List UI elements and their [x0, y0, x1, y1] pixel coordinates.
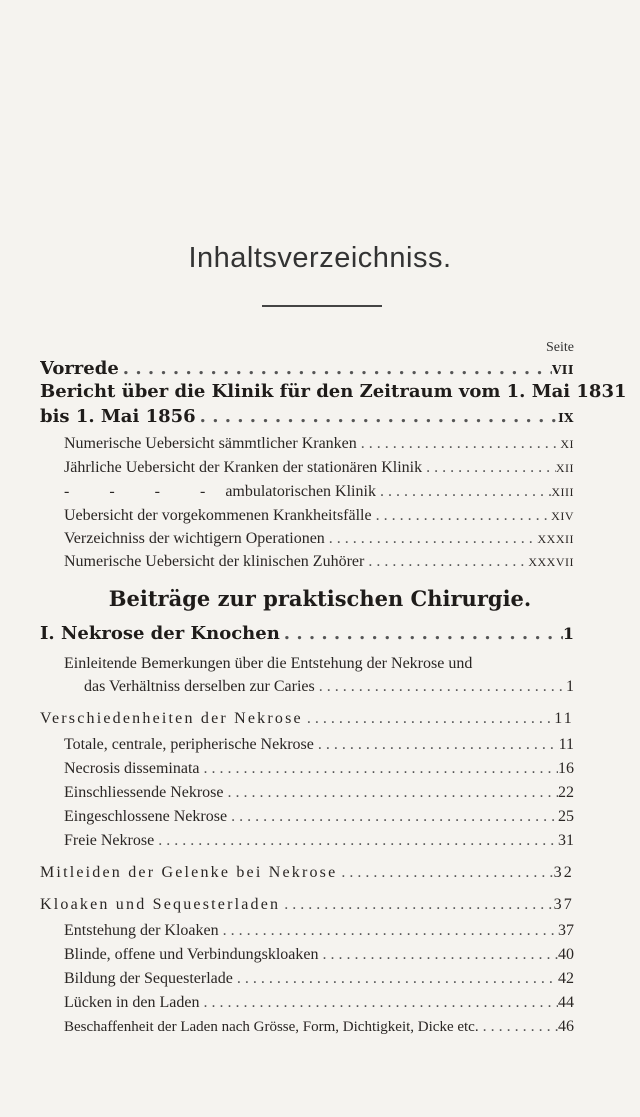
toc-entry-label: Numerische Uebersicht der klinischen Zuhörer — [64, 553, 365, 570]
toc-entry-bericht-line1: Bericht über die Klinik für den Zeitraum vom 1. Mai 1831 — [40, 381, 627, 402]
section-heading: Beiträge zur praktischen Chirurgie. — [108, 586, 532, 611]
toc-section — [40, 710, 574, 728]
toc-entry-page: XII — [555, 461, 574, 475]
leader-dots — [154, 832, 558, 850]
toc-entry-page: 31 — [558, 832, 574, 849]
toc-subentry — [64, 832, 574, 850]
toc-subentry — [64, 760, 574, 778]
toc-entry-page: XXXVII — [528, 555, 574, 569]
toc-subentry-line1: Einleitende Bemerkungen über die Entstehung der Nekrose und — [64, 655, 473, 672]
toc-subentry — [84, 678, 574, 696]
leader-dots — [280, 896, 553, 914]
leader-dots — [318, 946, 558, 964]
toc-entry-vorrede — [40, 358, 574, 379]
toc-entry-page: 11 — [558, 736, 574, 753]
toc-entry-label: Necrosis disseminata — [64, 760, 200, 777]
leader-dots — [479, 1018, 558, 1036]
toc-entry-label: Jährliche Uebersicht der Kranken der stationären Klinik — [64, 459, 423, 476]
toc-subentry — [64, 946, 574, 964]
toc-entry-label: Einschliessende Nekrose — [64, 784, 224, 801]
page-title: Inhaltsverzeichniss. — [188, 242, 452, 274]
toc-entry-label: Eingeschlossene Nekrose — [64, 808, 228, 825]
leader-dots — [196, 406, 558, 427]
toc-subentry — [64, 483, 574, 501]
toc-subentry — [64, 530, 574, 548]
toc-entry-page: 37 — [553, 896, 574, 913]
toc-subentry — [64, 922, 574, 940]
leader-dots — [422, 459, 556, 477]
toc-entry-page: 1 — [562, 624, 574, 643]
leader-dots — [357, 435, 561, 453]
leader-dots — [224, 784, 558, 802]
toc-subentry — [64, 784, 574, 802]
toc-entry-label: Mitleiden der Gelenke bei Nekrose — [40, 864, 338, 881]
toc-entry-label: Beschaffenheit der Laden nach Grösse, Form, Dichtigkeit, Dicke etc. — [64, 1019, 479, 1035]
page-column-label: Seite — [546, 340, 574, 355]
toc-entry-page: 25 — [558, 808, 574, 825]
toc-entry-page: 37 — [558, 922, 574, 939]
toc-entry-label: Kloaken und Sequesterladen — [40, 896, 281, 913]
toc-section — [40, 864, 574, 882]
toc-entry-label: - - - - ambulatorischen Klinik — [64, 483, 376, 500]
toc-entry-label: Vorrede — [40, 358, 119, 379]
toc-entry-label: Freie Nekrose — [64, 832, 155, 849]
toc-subentry — [64, 1018, 574, 1036]
toc-subentry — [64, 553, 574, 571]
leader-dots — [376, 483, 551, 501]
leader-dots — [280, 623, 563, 644]
toc-entry-page: 46 — [558, 1018, 574, 1035]
toc-entry-page: IX — [558, 411, 574, 425]
leader-dots — [227, 808, 558, 826]
toc-entry-label: Bildung der Sequesterlade — [64, 970, 233, 987]
leader-dots — [315, 678, 566, 696]
toc-entry-page: VII — [551, 363, 574, 377]
toc-subentry — [64, 435, 574, 453]
title-rule — [262, 305, 382, 307]
toc-entry-label: Lücken in den Laden — [64, 994, 200, 1011]
toc-section — [40, 896, 574, 914]
toc-subentry — [64, 970, 574, 988]
toc-entry-label: Verschiedenheiten der Nekrose — [40, 710, 303, 727]
toc-entry-page: 22 — [558, 784, 574, 801]
leader-dots — [372, 507, 552, 525]
leader-dots — [364, 553, 528, 571]
toc-subentry — [64, 507, 574, 525]
toc-entry-page: 32 — [553, 864, 574, 881]
toc-subentry — [64, 994, 574, 1012]
leader-dots — [303, 710, 554, 728]
toc-entry-page: 16 — [558, 760, 574, 777]
toc-entry-label: Entstehung der Kloaken — [64, 922, 219, 939]
leader-dots — [337, 864, 553, 882]
chapter-entry — [40, 623, 574, 644]
leader-dots — [233, 970, 558, 988]
toc-entry-page: XIII — [551, 485, 574, 499]
toc-entry-label: Blinde, offene und Verbindungskloaken — [64, 946, 319, 963]
toc-subentry — [64, 736, 574, 754]
toc-entry-page: 42 — [558, 970, 574, 987]
leader-dots — [219, 922, 558, 940]
toc-entry-label: Uebersicht der vorgekommenen Krankheitsfälle — [64, 507, 372, 524]
toc-entry-page: XXXII — [537, 532, 574, 546]
toc-entry-page: XIV — [551, 509, 574, 523]
toc-entry-label: Verzeichniss der wichtigern Operationen — [64, 530, 325, 547]
toc-subentry — [64, 459, 574, 477]
toc-entry-label: I. Nekrose der Knochen — [40, 623, 280, 644]
toc-entry-label: das Verhältniss derselben zur Caries — [84, 678, 315, 695]
leader-dots — [314, 736, 559, 754]
toc-entry-page: 1 — [566, 678, 574, 695]
toc-entry-label: Numerische Uebersicht sämmtlicher Kranken — [64, 435, 357, 452]
leader-dots — [200, 760, 558, 778]
toc-entry-page: 11 — [554, 710, 574, 727]
toc-entry-label: Totale, centrale, peripherische Nekrose — [64, 736, 314, 753]
leader-dots — [119, 358, 552, 379]
toc-entry-page: 40 — [558, 946, 574, 963]
toc-entry-page: XI — [560, 437, 574, 451]
toc-subentry — [64, 808, 574, 826]
leader-dots — [325, 530, 538, 548]
toc-entry-bericht-line2 — [40, 406, 574, 427]
leader-dots — [200, 994, 559, 1012]
toc-entry-page: 44 — [558, 994, 574, 1011]
toc-entry-label: bis 1. Mai 1856 — [40, 406, 196, 427]
